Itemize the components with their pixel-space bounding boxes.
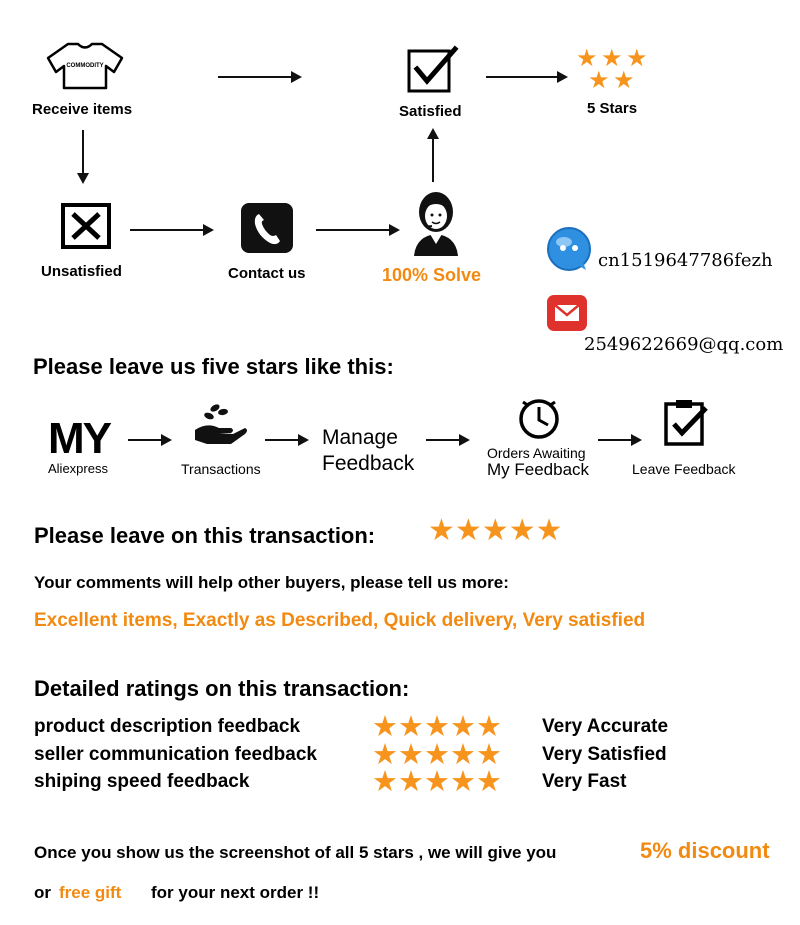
star-icon: ★ [601,44,623,72]
phone-icon [240,202,294,254]
transaction-heading: Please leave on this transaction: [34,523,376,548]
transaction-stars [428,513,563,548]
star-icon: ★ [428,513,455,548]
comment-example: Excellent items, Exactly as Described, Quick delivery, Very satisfied [34,610,646,631]
rating-value: Very Fast [542,771,627,792]
star-icon: ★ [535,513,563,548]
arrow-right [265,439,307,441]
flow-section [0,0,800,355]
offer-line-2: for your next order !! [151,883,320,902]
contact-us-label: Contact us [228,265,306,282]
email-address: 2549622669@qq.com [584,334,784,355]
star-icon: ★ [576,44,598,72]
star-icon: ★ [481,513,509,548]
orders-label-2: My Feedback [487,460,590,479]
shirt-icon [46,40,124,92]
unsatisfied-icon [60,202,112,250]
star-icon: ★★★★★ [372,737,502,771]
arrow-right [598,439,640,441]
arrow-right [218,76,300,78]
qq-id: cn1519647786fezh [598,250,773,271]
rating-row [34,709,774,743]
arrow-right [128,439,170,441]
satisfied-label: Satisfied [399,103,462,120]
unsatisfied-label: Unsatisfied [41,263,122,280]
star-icon: ★ [508,513,536,548]
orders-label-1: Orders Awaiting [487,445,586,461]
manage-label-1: Manage [322,426,398,449]
rating-row [34,764,774,798]
rating-value: Very Satisfied [542,744,667,765]
support-agent-icon [410,190,462,256]
five-stars-heading: Please leave us five stars like this: [33,354,394,379]
clipboard-icon [662,398,710,448]
rating-label: shiping speed feedback [34,771,250,792]
qq-icon[interactable] [546,226,592,272]
rating-value: Very Accurate [542,716,669,737]
offer-or: or [34,883,51,902]
checkbox-icon [407,45,459,95]
arrow-right [426,439,468,441]
five-stars-label: 5 Stars [587,100,638,117]
star-icon: ★ [588,66,610,94]
arrow-down [82,130,84,182]
offer-line-1: Once you show us the screenshot of all 5 stars , we will give you [34,843,557,862]
star-icon: ★ [613,66,635,94]
rating-label: product description feedback [34,716,301,737]
clock-icon [515,398,563,440]
mail-icon[interactable] [546,294,588,332]
star-icon: ★ [454,513,482,548]
star-icon: ★★★★★ [372,709,502,743]
arrow-right [486,76,566,78]
hand-coin-icon [193,400,249,450]
rating-stars [372,764,502,798]
ratings-heading: Detailed ratings on this transaction: [34,676,410,701]
arrow-up [432,130,434,182]
five-stars-icon [576,46,656,94]
transactions-label: Transactions [181,461,261,477]
leave-feedback-label: Leave Feedback [632,461,736,477]
free-gift-text: free gift [59,883,122,902]
manage-label-2: Feedback [322,452,415,475]
aliexpress-label: Aliexpress [48,461,108,476]
discount-text: 5% discount [640,838,770,863]
shirt-text: COMMODITY [66,63,104,69]
arrow-right [316,229,398,231]
star-icon: ★ [626,44,648,72]
arrow-right [130,229,212,231]
my-text: MY [48,414,110,463]
solve-label: 100% Solve [382,265,482,285]
comment-prompt: Your comments will help other buyers, please tell us more: [34,573,509,592]
star-icon: ★★★★★ [372,764,502,798]
receive-items-label: Receive items [32,101,133,118]
steps-row [0,392,800,492]
rating-label: seller communication feedback [34,744,317,765]
